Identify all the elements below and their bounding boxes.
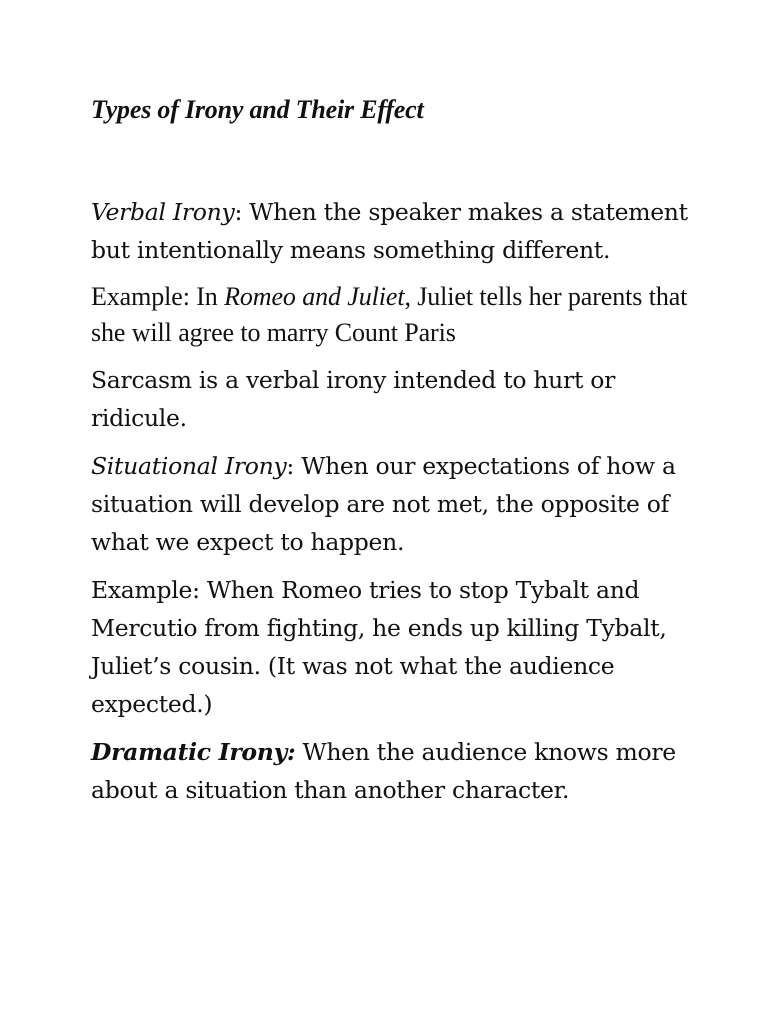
verbal-irony-example [91, 279, 711, 351]
verbal-example-lead: Example: In [91, 282, 225, 311]
document-body [91, 193, 711, 819]
dramatic-irony-definition: When the audience knows more about a situation than another character. [91, 738, 676, 804]
dramatic-irony-paragraph [91, 733, 711, 809]
verbal-irony-paragraph [91, 193, 711, 269]
document-title: Types of Irony and Their Effect [91, 95, 424, 124]
situational-irony-paragraph [91, 447, 711, 561]
situational-irony-term: Situational Irony [91, 452, 287, 480]
situational-irony-definition: : When our expectations of how a situation will develop are not met, the opposite of what we expect to happen. [91, 452, 676, 556]
verbal-example-rest: , Juliet tells her parents that she will agree to marry Count Paris [91, 282, 688, 347]
verbal-irony-definition: : When the speaker makes a statement but intentionally means something different. [91, 198, 688, 264]
verbal-irony-term: Verbal Irony [91, 198, 235, 226]
verbal-example-work-title: Romeo and Juliet [224, 282, 405, 311]
dramatic-irony-term: Dramatic Irony: [91, 738, 296, 766]
situational-irony-example: Example: When Romeo tries to stop Tybalt and Mercutio from fighting, he ends up killing Tybalt, Juliet’s cousin. (It was not what the audience expected.) [91, 576, 667, 718]
sarcasm-paragraph: Sarcasm is a verbal irony intended to hurt or ridicule. [91, 366, 616, 432]
